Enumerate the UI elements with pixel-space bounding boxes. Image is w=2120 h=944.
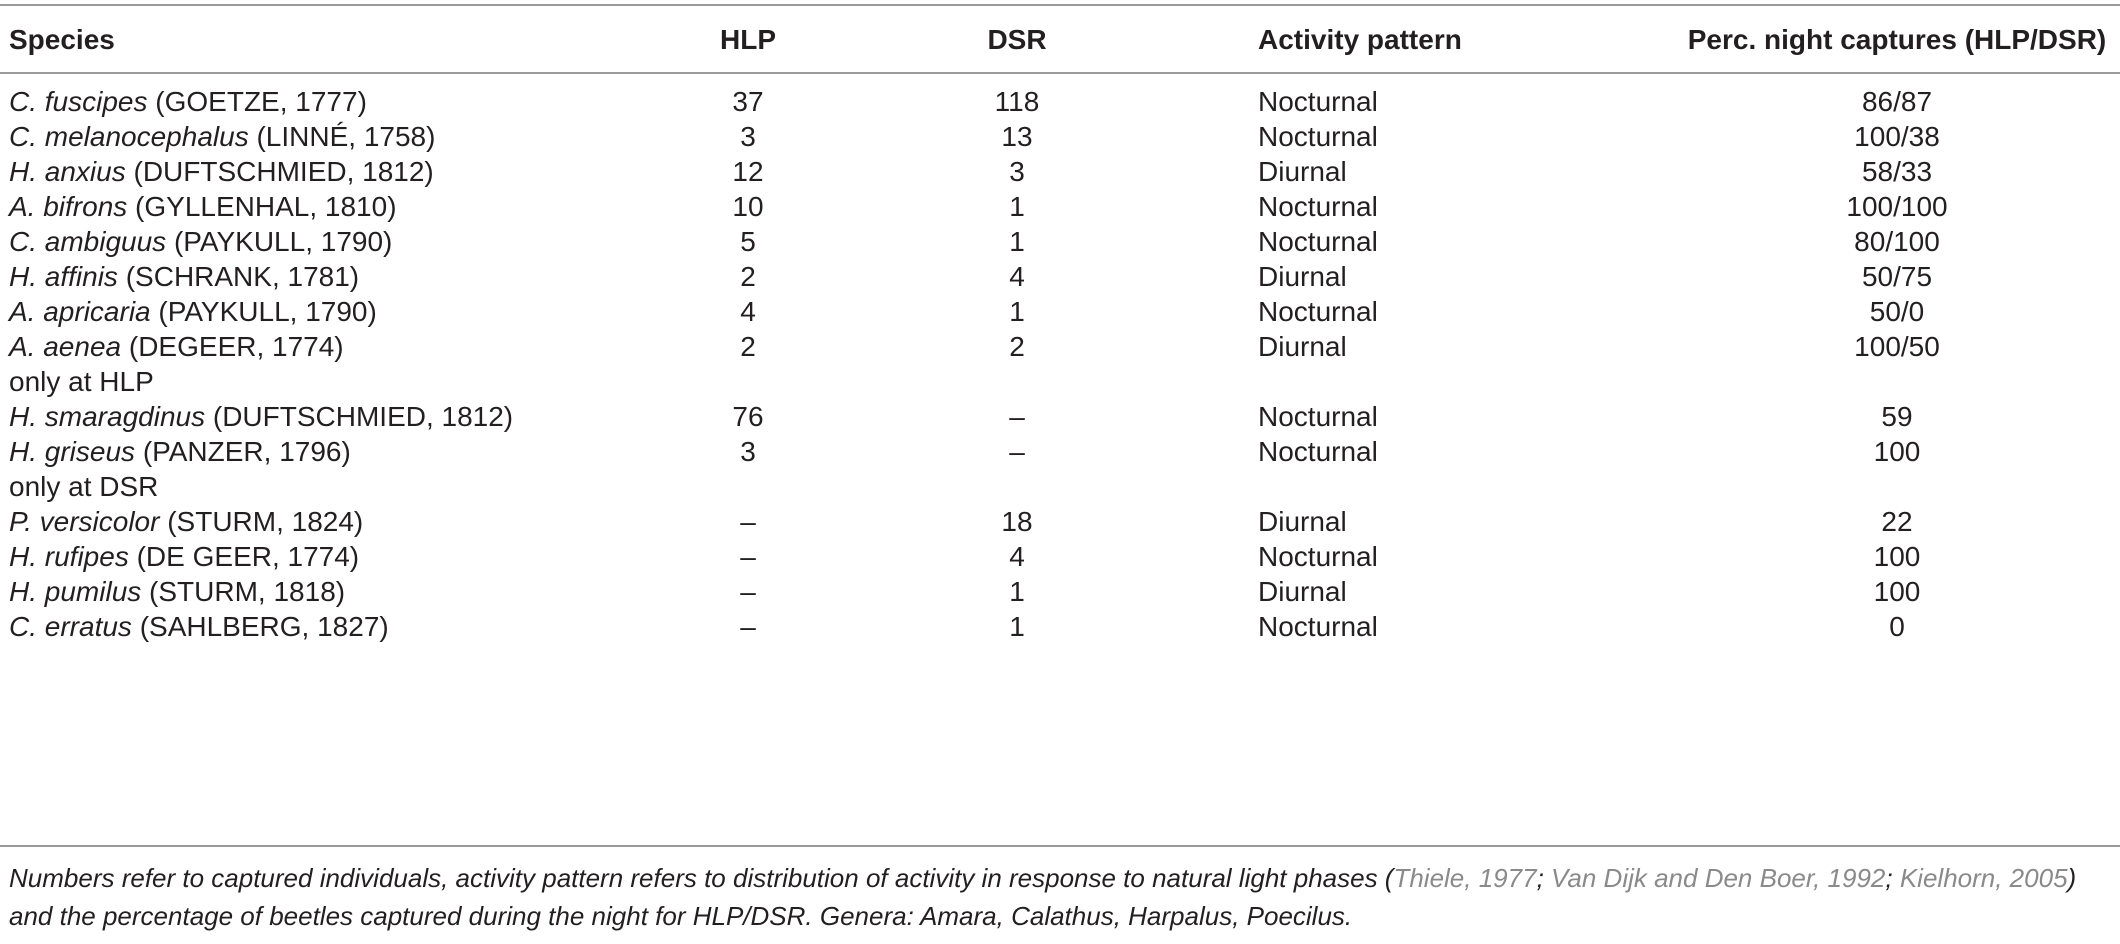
dsr-count: 1 xyxy=(1009,576,1025,607)
header-species: Species xyxy=(9,24,115,55)
species-genus: H. affinis xyxy=(9,261,118,292)
activity-pattern: Nocturnal xyxy=(1258,436,1378,467)
species-genus: A. apricaria xyxy=(9,296,151,327)
species-cell xyxy=(9,292,377,332)
species-genus: P. versicolor xyxy=(9,506,160,537)
species-genus: A. aenea xyxy=(9,331,122,362)
species-author: (DUFTSCHMIED, 1812) xyxy=(205,401,514,432)
species-author: (PAYKULL, 1790) xyxy=(166,226,393,257)
activity-pattern: Nocturnal xyxy=(1258,86,1378,117)
species-cell xyxy=(9,152,434,192)
species-genus: C. fuscipes xyxy=(9,86,148,117)
hlp-count: – xyxy=(740,611,756,642)
hlp-count: 3 xyxy=(740,121,756,152)
dsr-count: 4 xyxy=(1009,261,1025,292)
night-capture-percent: 100 xyxy=(1873,541,1921,572)
hlp-count: – xyxy=(740,541,756,572)
night-capture-percent: 100 xyxy=(1873,436,1921,467)
species-genus: C. ambiguus xyxy=(9,226,167,257)
activity-pattern: Nocturnal xyxy=(1258,401,1378,432)
table-bottom-rule xyxy=(0,845,2120,847)
dsr-count: 13 xyxy=(1001,121,1033,152)
activity-pattern: Nocturnal xyxy=(1258,611,1378,642)
species-genus: H. pumilus xyxy=(9,576,142,607)
dsr-count: – xyxy=(1009,436,1025,467)
species-cell xyxy=(9,537,359,577)
dsr-count: 1 xyxy=(1009,296,1025,327)
activity-pattern: Diurnal xyxy=(1258,506,1347,537)
species-author: (STURM, 1818) xyxy=(141,576,346,607)
species-author: (SCHRANK, 1781) xyxy=(117,261,360,292)
activity-pattern: Diurnal xyxy=(1258,576,1347,607)
hlp-count: 37 xyxy=(732,86,764,117)
species-author: (DEGEER, 1774) xyxy=(121,331,344,362)
species-cell xyxy=(9,327,344,367)
table-footnote: Numbers refer to captured individuals, activity pattern refers to distribution of activity in response to natural light phases (Thiele, 1977; Van Dijk and Den Boer, 1992; Kielhorn, 2005) and the percentage of beetles captured during the night for HLP/DSR. Genera: Amara, Calathus, Harpalus, Poecilus. xyxy=(9,863,2077,931)
species-cell xyxy=(9,257,359,297)
activity-pattern: Nocturnal xyxy=(1258,296,1378,327)
hlp-count: 12 xyxy=(732,156,764,187)
dsr-count: 1 xyxy=(1009,611,1025,642)
species-author: (GYLLENHAL, 1810) xyxy=(127,191,397,222)
species-genus: C. erratus xyxy=(9,611,132,642)
species-genus: H. smaragdinus xyxy=(9,401,206,432)
species-author: (STURM, 1824) xyxy=(159,506,364,537)
header-hlp: HLP xyxy=(720,24,776,55)
section-label: only at DSR xyxy=(9,471,159,502)
activity-pattern: Diurnal xyxy=(1258,261,1347,292)
night-capture-percent: 50/0 xyxy=(1869,296,1925,327)
activity-pattern: Nocturnal xyxy=(1258,121,1378,152)
hlp-count: 2 xyxy=(740,261,756,292)
species-cell xyxy=(9,502,363,542)
dsr-count: 1 xyxy=(1009,226,1025,257)
section-label: only at HLP xyxy=(9,366,154,397)
night-capture-percent: 22 xyxy=(1881,506,1913,537)
activity-pattern: Diurnal xyxy=(1258,331,1347,362)
species-genus: A. bifrons xyxy=(9,191,128,222)
activity-pattern: Nocturnal xyxy=(1258,226,1378,257)
activity-pattern: Nocturnal xyxy=(1258,541,1378,572)
hlp-count: – xyxy=(740,506,756,537)
night-capture-percent: 100/100 xyxy=(1846,191,1948,222)
species-cell xyxy=(9,82,367,122)
species-cell xyxy=(9,432,351,472)
header-rule xyxy=(0,72,2120,74)
header-percent: Perc. night captures (HLP/DSR) xyxy=(1687,24,2107,55)
hlp-count: 3 xyxy=(740,436,756,467)
reference-link[interactable]: Thiele, 1977 xyxy=(1393,863,1537,893)
hlp-count: 5 xyxy=(740,226,756,257)
night-capture-percent: 100/50 xyxy=(1854,331,1940,362)
species-author: (LINNÉ, 1758) xyxy=(248,121,436,152)
species-author: (SAHLBERG, 1827) xyxy=(131,611,389,642)
hlp-count: 10 xyxy=(732,191,764,222)
dsr-count: – xyxy=(1009,401,1025,432)
dsr-count: 1 xyxy=(1009,191,1025,222)
species-genus: C. melanocephalus xyxy=(9,121,249,152)
hlp-count: 4 xyxy=(740,296,756,327)
hlp-count: 76 xyxy=(732,401,764,432)
header-activity: Activity pattern xyxy=(1258,24,1462,55)
night-capture-percent: 58/33 xyxy=(1861,156,1933,187)
night-capture-percent: 0 xyxy=(1889,611,1905,642)
hlp-count: 2 xyxy=(740,331,756,362)
species-cell xyxy=(9,222,392,262)
species-genus: H. griseus xyxy=(9,436,136,467)
table-top-rule xyxy=(0,4,2120,6)
night-capture-percent: 86/87 xyxy=(1861,86,1933,117)
reference-link[interactable]: Kielhorn, 2005 xyxy=(1899,863,2068,893)
activity-pattern: Nocturnal xyxy=(1258,191,1378,222)
species-author: (DUFTSCHMIED, 1812) xyxy=(125,156,434,187)
species-cell xyxy=(9,607,389,647)
dsr-count: 2 xyxy=(1009,331,1025,362)
species-cell xyxy=(9,397,513,437)
dsr-count: 18 xyxy=(1001,506,1033,537)
species-genus: H. anxius xyxy=(9,156,126,187)
species-cell xyxy=(9,117,435,157)
reference-link[interactable]: Van Dijk and Den Boer, 1992 xyxy=(1551,863,1886,893)
dsr-count: 3 xyxy=(1009,156,1025,187)
night-capture-percent: 59 xyxy=(1881,401,1913,432)
activity-pattern: Diurnal xyxy=(1258,156,1347,187)
header-dsr: DSR xyxy=(987,24,1047,55)
night-capture-percent: 100 xyxy=(1873,576,1921,607)
table-row xyxy=(0,607,2120,654)
species-cell xyxy=(9,572,345,612)
species-author: (PANZER, 1796) xyxy=(135,436,351,467)
dsr-count: 118 xyxy=(994,86,1040,117)
species-author: (GOETZE, 1777) xyxy=(147,86,367,117)
species-author: (PAYKULL, 1790) xyxy=(150,296,377,327)
night-capture-percent: 50/75 xyxy=(1861,261,1933,292)
night-capture-percent: 80/100 xyxy=(1854,226,1940,257)
dsr-count: 4 xyxy=(1009,541,1025,572)
night-capture-percent: 100/38 xyxy=(1854,121,1940,152)
species-author: (DE GEER, 1774) xyxy=(128,541,360,572)
hlp-count: – xyxy=(740,576,756,607)
species-cell xyxy=(9,187,397,227)
species-genus: H. rufipes xyxy=(9,541,129,572)
